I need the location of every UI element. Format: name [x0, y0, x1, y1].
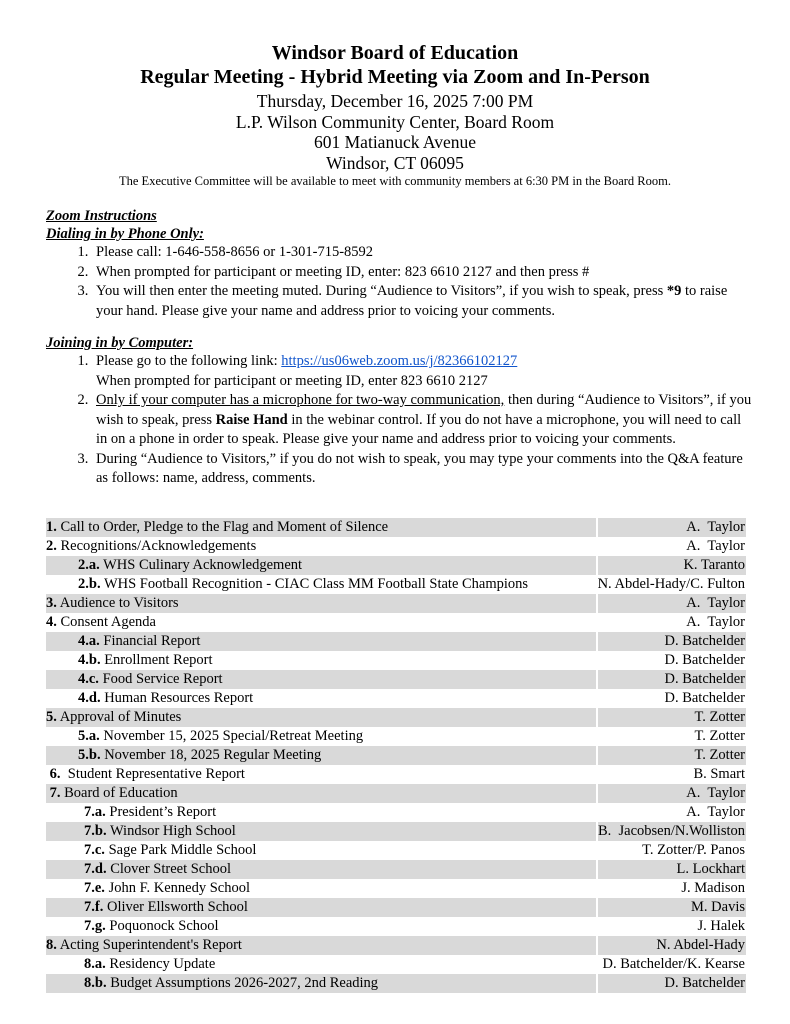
- item-presenter: M. Davis: [598, 898, 746, 917]
- agenda-item: [46, 575, 598, 594]
- item-presenter: B. Smart: [693, 766, 745, 782]
- text: Please go to the following link:: [96, 353, 282, 369]
- document-title: Windsor Board of Education: [271, 42, 519, 64]
- agenda-item: [46, 803, 598, 822]
- item-title: Residency Update: [105, 956, 216, 972]
- meeting-city: Windsor, CT 06095: [326, 153, 464, 173]
- agenda-row: [46, 727, 746, 746]
- agenda-item: [46, 632, 598, 651]
- item-number: 7.e.: [84, 880, 105, 896]
- agenda-item: [46, 841, 598, 860]
- item-number: 4.a.: [78, 633, 100, 649]
- agenda-item: [46, 822, 598, 841]
- item-presenter: T. Zotter: [694, 728, 745, 744]
- computer-step: [92, 352, 756, 391]
- meeting-location: L.P. Wilson Community Center, Board Room: [235, 112, 555, 132]
- item-number: 5.: [46, 709, 57, 725]
- item-number: 4.b.: [78, 652, 101, 668]
- item-presenter: A. Taylor: [598, 518, 746, 537]
- item-number: 7.d.: [84, 861, 107, 877]
- computer-step: [92, 391, 756, 450]
- agenda-row: [46, 632, 746, 651]
- phone-step: 1. Please call: 1-646-558-8656 or 1-301-715-8592: [92, 243, 756, 263]
- item-presenter: D. Batchelder: [664, 652, 745, 668]
- agenda-row: [46, 879, 746, 898]
- agenda-item: [46, 556, 598, 575]
- meeting-id: 823 6610 2127: [400, 372, 488, 389]
- item-number: 6.: [46, 766, 61, 782]
- item-presenter: D. Batchelder: [598, 632, 746, 651]
- item-number: 5.b.: [78, 747, 101, 763]
- computer-section: [46, 334, 756, 489]
- item-presenter: J. Madison: [681, 880, 745, 896]
- agenda-item: [46, 860, 598, 879]
- agenda-row: [46, 518, 746, 537]
- agenda-row: [46, 765, 746, 784]
- agenda-item: [46, 917, 598, 936]
- item-number: 2.: [46, 538, 57, 554]
- item-title: Recognitions/Acknowledgements: [56, 538, 257, 554]
- meeting-date: Thursday, December 16, 2025 7:00 PM: [256, 91, 534, 111]
- item-title: Clover Street School: [106, 861, 232, 877]
- meeting-street: 601 Matianuck Avenue: [314, 132, 476, 152]
- agenda-row: [46, 822, 746, 841]
- item-number: 4.: [46, 614, 57, 630]
- meeting-subtitle: Regular Meeting - Hybrid Meeting via Zoom and In-Person: [140, 66, 650, 88]
- item-title: WHS Football Recognition - CIAC Class MM Football State Champions: [100, 576, 529, 592]
- text: in the webinar control. If you do not have a microphone, you will need to call in on a phone in order to speak. Please give your name and address prior to voicing your comments.: [96, 411, 742, 447]
- agenda-item: [46, 879, 598, 898]
- agenda-item: [46, 613, 598, 632]
- item-presenter: B. Jacobsen/N.Wolliston: [597, 823, 745, 839]
- text: Only if your computer has a microphone for two-way communication,: [96, 392, 505, 408]
- item-title: November 18, 2025 Regular Meeting: [100, 747, 322, 763]
- item-number: 2.b.: [78, 576, 101, 592]
- phone-step: [92, 282, 756, 321]
- agenda-row: [46, 594, 746, 613]
- text: then during “Audience to Visitors”, if you wish to speak, press: [96, 392, 752, 428]
- item-presenter: D. Batchelder: [664, 690, 745, 706]
- agenda-item: [46, 727, 598, 746]
- agenda-item: [46, 689, 598, 708]
- item-presenter: N. Abdel-Hady: [598, 936, 746, 955]
- text: When prompted for participant or meeting ID, enter: [96, 372, 401, 389]
- item-title: November 15, 2025 Special/Retreat Meeting: [99, 728, 364, 744]
- item-number: 8.b.: [84, 975, 107, 991]
- item-title: Financial Report: [99, 633, 201, 649]
- agenda-row: [46, 841, 746, 860]
- agenda-row: [46, 974, 746, 993]
- item-number: 7.g.: [84, 918, 106, 934]
- agenda-row: [46, 708, 746, 727]
- agenda-row: [46, 917, 746, 936]
- text: to raise your hand. Please give your name and address prior to voicing your comments.: [96, 283, 728, 319]
- agenda-item: [46, 708, 598, 727]
- agenda-row: [46, 575, 746, 594]
- item-title: Budget Assumptions 2026-2027, 2nd Reading: [106, 975, 379, 991]
- item-title: Enrollment Report: [100, 652, 213, 668]
- item-number: 8.a.: [84, 956, 106, 972]
- agenda-row: [46, 936, 746, 955]
- item-number: 2.a.: [78, 557, 100, 573]
- item-presenter: A. Taylor: [598, 594, 746, 613]
- phone-heading: Dialing in by Phone Only:: [46, 226, 204, 242]
- item-title: Audience to Visitors: [56, 595, 179, 611]
- phone-section: [46, 207, 756, 321]
- agenda-row: [46, 670, 746, 689]
- item-title: Student Representative Report: [60, 766, 245, 782]
- text: You will then enter the meeting muted. During “Audience to Visitors”, if you wish to speak, press: [96, 283, 667, 299]
- item-number: 4.d.: [78, 690, 101, 706]
- agenda-row: [46, 556, 746, 575]
- item-title: Consent Agenda: [56, 614, 156, 630]
- agenda-row: [46, 860, 746, 879]
- item-presenter: T. Zotter: [598, 708, 746, 727]
- item-number: 7.: [46, 785, 61, 801]
- item-number: 7.c.: [84, 842, 105, 858]
- agenda-row: [46, 613, 746, 632]
- item-presenter: A. Taylor: [686, 614, 745, 630]
- agenda-item: [46, 765, 598, 784]
- item-presenter: N. Abdel-Hady/C. Fulton: [597, 576, 745, 592]
- item-title: President’s Report: [105, 804, 217, 820]
- zoom-instructions-heading: Zoom Instructions: [46, 208, 157, 224]
- agenda-item: [46, 651, 598, 670]
- item-number: 4.c.: [78, 671, 99, 687]
- item-title: Poquonock School: [105, 918, 219, 934]
- item-number: 3.: [46, 595, 57, 611]
- zoom-link[interactable]: https://us06web.zoom.us/j/82366102127: [281, 353, 518, 369]
- raise-hand-label: Raise Hand: [215, 411, 288, 428]
- phone-step: 2. When prompted for participant or meeting ID, enter: 823 6610 2127 and then press #: [92, 263, 756, 283]
- agenda-row: [46, 746, 746, 765]
- item-number: 7.f.: [84, 899, 104, 915]
- agenda-row: [46, 537, 746, 556]
- agenda-item: [46, 670, 598, 689]
- agenda-row: [46, 651, 746, 670]
- item-title: Food Service Report: [98, 671, 223, 687]
- item-presenter: T. Zotter: [598, 746, 746, 765]
- item-presenter: D. Batchelder: [598, 670, 746, 689]
- executive-committee-note: The Executive Committee will be available to meet with community members at 6:30 PM in the Board Room.: [119, 174, 671, 188]
- item-number: 7.b.: [84, 823, 107, 839]
- item-number: 8.: [46, 937, 57, 953]
- agenda-item: [46, 974, 598, 993]
- item-title: Acting Superintendent's Report: [56, 937, 242, 953]
- item-number: 7.a.: [84, 804, 106, 820]
- agenda-row: [46, 689, 746, 708]
- item-presenter: A. Taylor: [598, 784, 746, 803]
- item-presenter: D. Batchelder/K. Kearse: [602, 956, 745, 972]
- item-presenter: A. Taylor: [686, 538, 745, 554]
- item-presenter: K. Taranto: [598, 556, 746, 575]
- agenda-row: [46, 955, 746, 974]
- item-presenter: J. Halek: [697, 918, 745, 934]
- item-title: Windsor High School: [106, 823, 236, 839]
- computer-heading: Joining in by Computer:: [46, 335, 194, 351]
- agenda-item: [46, 537, 598, 556]
- item-title: John F. Kennedy School: [104, 880, 250, 896]
- item-title: WHS Culinary Acknowledgement: [99, 557, 303, 573]
- item-title: Human Resources Report: [100, 690, 254, 706]
- agenda-item: [46, 594, 598, 613]
- item-number: 5.a.: [78, 728, 100, 744]
- agenda-row: [46, 784, 746, 803]
- item-presenter: T. Zotter/P. Panos: [642, 842, 745, 858]
- item-title: Oliver Ellsworth School: [103, 899, 248, 915]
- item-title: Approval of Minutes: [56, 709, 182, 725]
- item-presenter: L. Lockhart: [598, 860, 746, 879]
- agenda-item: [46, 936, 598, 955]
- agenda-item: [46, 518, 598, 537]
- agenda-row: [46, 898, 746, 917]
- item-title: Sage Park Middle School: [104, 842, 257, 858]
- agenda-row: [46, 803, 746, 822]
- item-number: 1.: [46, 519, 57, 535]
- agenda-item: [46, 898, 598, 917]
- agenda-item: [46, 784, 598, 803]
- raise-hand-code: *9: [666, 283, 682, 299]
- agenda-item: [46, 955, 598, 974]
- agenda-item: [46, 746, 598, 765]
- agenda-table: [46, 518, 746, 993]
- computer-step: 3. During “Audience to Visitors,” if you do not wish to speak, you may type your comments into the Q&A feature as follows: name, address, comments.: [92, 450, 756, 489]
- item-presenter: D. Batchelder: [598, 974, 746, 993]
- item-presenter: A. Taylor: [686, 804, 745, 820]
- item-title: Board of Education: [60, 785, 178, 801]
- item-title: Call to Order, Pledge to the Flag and Moment of Silence: [56, 519, 389, 535]
